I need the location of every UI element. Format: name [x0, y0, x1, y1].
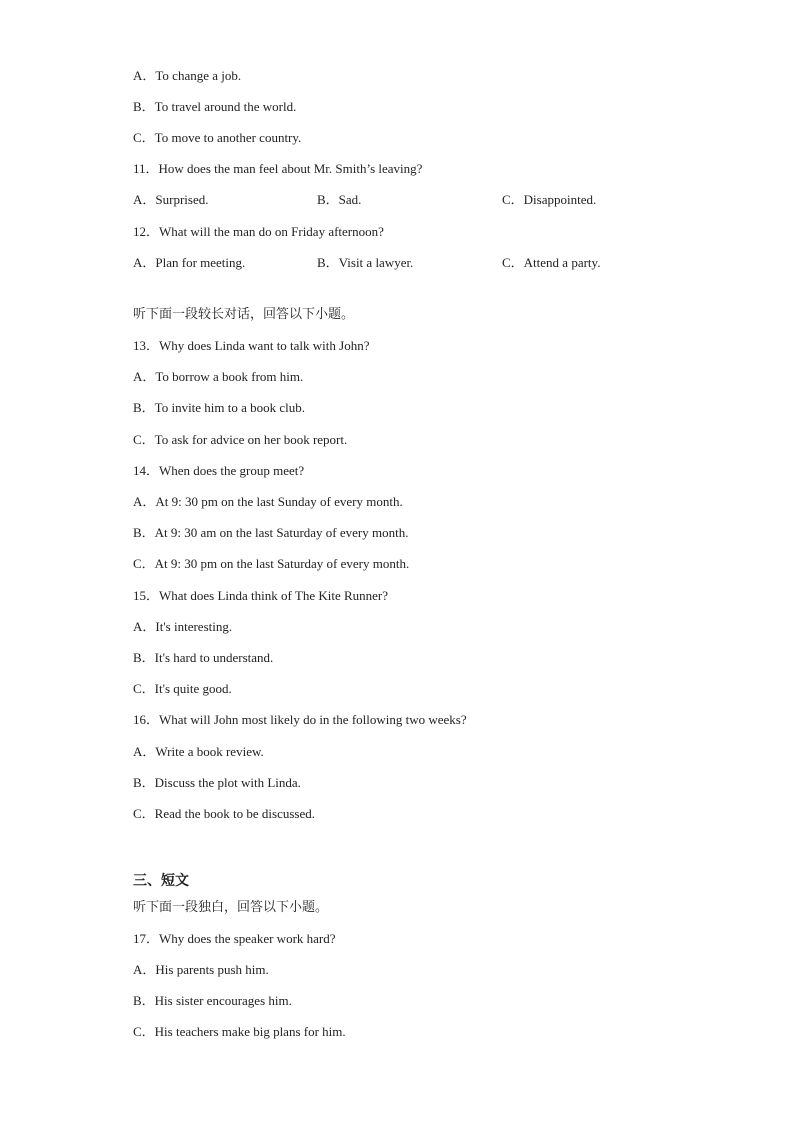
- option-c: C．Disappointed.: [502, 192, 597, 207]
- option-line: B．His sister encourages him.: [133, 993, 292, 1008]
- option-b: B．Visit a lawyer.: [317, 255, 414, 270]
- option-c: C．Attend a party.: [502, 255, 601, 270]
- option-line: C．To move to another country.: [133, 130, 302, 145]
- section-heading: 三、短文: [133, 873, 189, 889]
- question-13: 13．Why does Linda want to talk with John?: [133, 338, 370, 353]
- option-line: B．To invite him to a book club.: [133, 400, 306, 415]
- option-line: A．To borrow a book from him.: [133, 369, 304, 384]
- option-line: A．His parents push him.: [133, 962, 269, 977]
- option-line: C．Read the book to be discussed.: [133, 806, 315, 821]
- question-15: 15．What does Linda think of The Kite Runner?: [133, 588, 389, 603]
- option-line: B．At 9: 30 am on the last Saturday of every month.: [133, 525, 409, 540]
- option-line: B．To travel around the world.: [133, 99, 297, 114]
- option-line: C．At 9: 30 pm on the last Saturday of every month.: [133, 556, 410, 571]
- option-a: A．Plan for meeting.: [133, 255, 246, 270]
- question-16: 16．What will John most likely do in the following two weeks?: [133, 712, 467, 727]
- option-a: A．Surprised.: [133, 192, 209, 207]
- option-line: C．It's quite good.: [133, 681, 232, 696]
- option-b: B．Sad.: [317, 192, 362, 207]
- question-14: 14．When does the group meet?: [133, 463, 305, 478]
- option-line: A．Write a book review.: [133, 744, 264, 759]
- question-12: 12．What will the man do on Friday afternoon?: [133, 224, 384, 239]
- option-line: B．It's hard to understand.: [133, 650, 274, 665]
- option-line: A．It's interesting.: [133, 619, 233, 634]
- instruction-dialogue: 听下面一段较长对话，回答以下小题。: [133, 307, 355, 322]
- option-line: C．His teachers make big plans for him.: [133, 1024, 346, 1039]
- question-11: 11．How does the man feel about Mr. Smith’s leaving?: [133, 161, 423, 176]
- option-line: C．To ask for advice on her book report.: [133, 432, 348, 447]
- instruction-monologue: 听下面一段独白，回答以下小题。: [133, 900, 329, 915]
- option-line: A．At 9: 30 pm on the last Sunday of every month.: [133, 494, 403, 509]
- question-17: 17．Why does the speaker work hard?: [133, 931, 336, 946]
- option-line: A．To change a job.: [133, 68, 242, 83]
- option-line: B．Discuss the plot with Linda.: [133, 775, 301, 790]
